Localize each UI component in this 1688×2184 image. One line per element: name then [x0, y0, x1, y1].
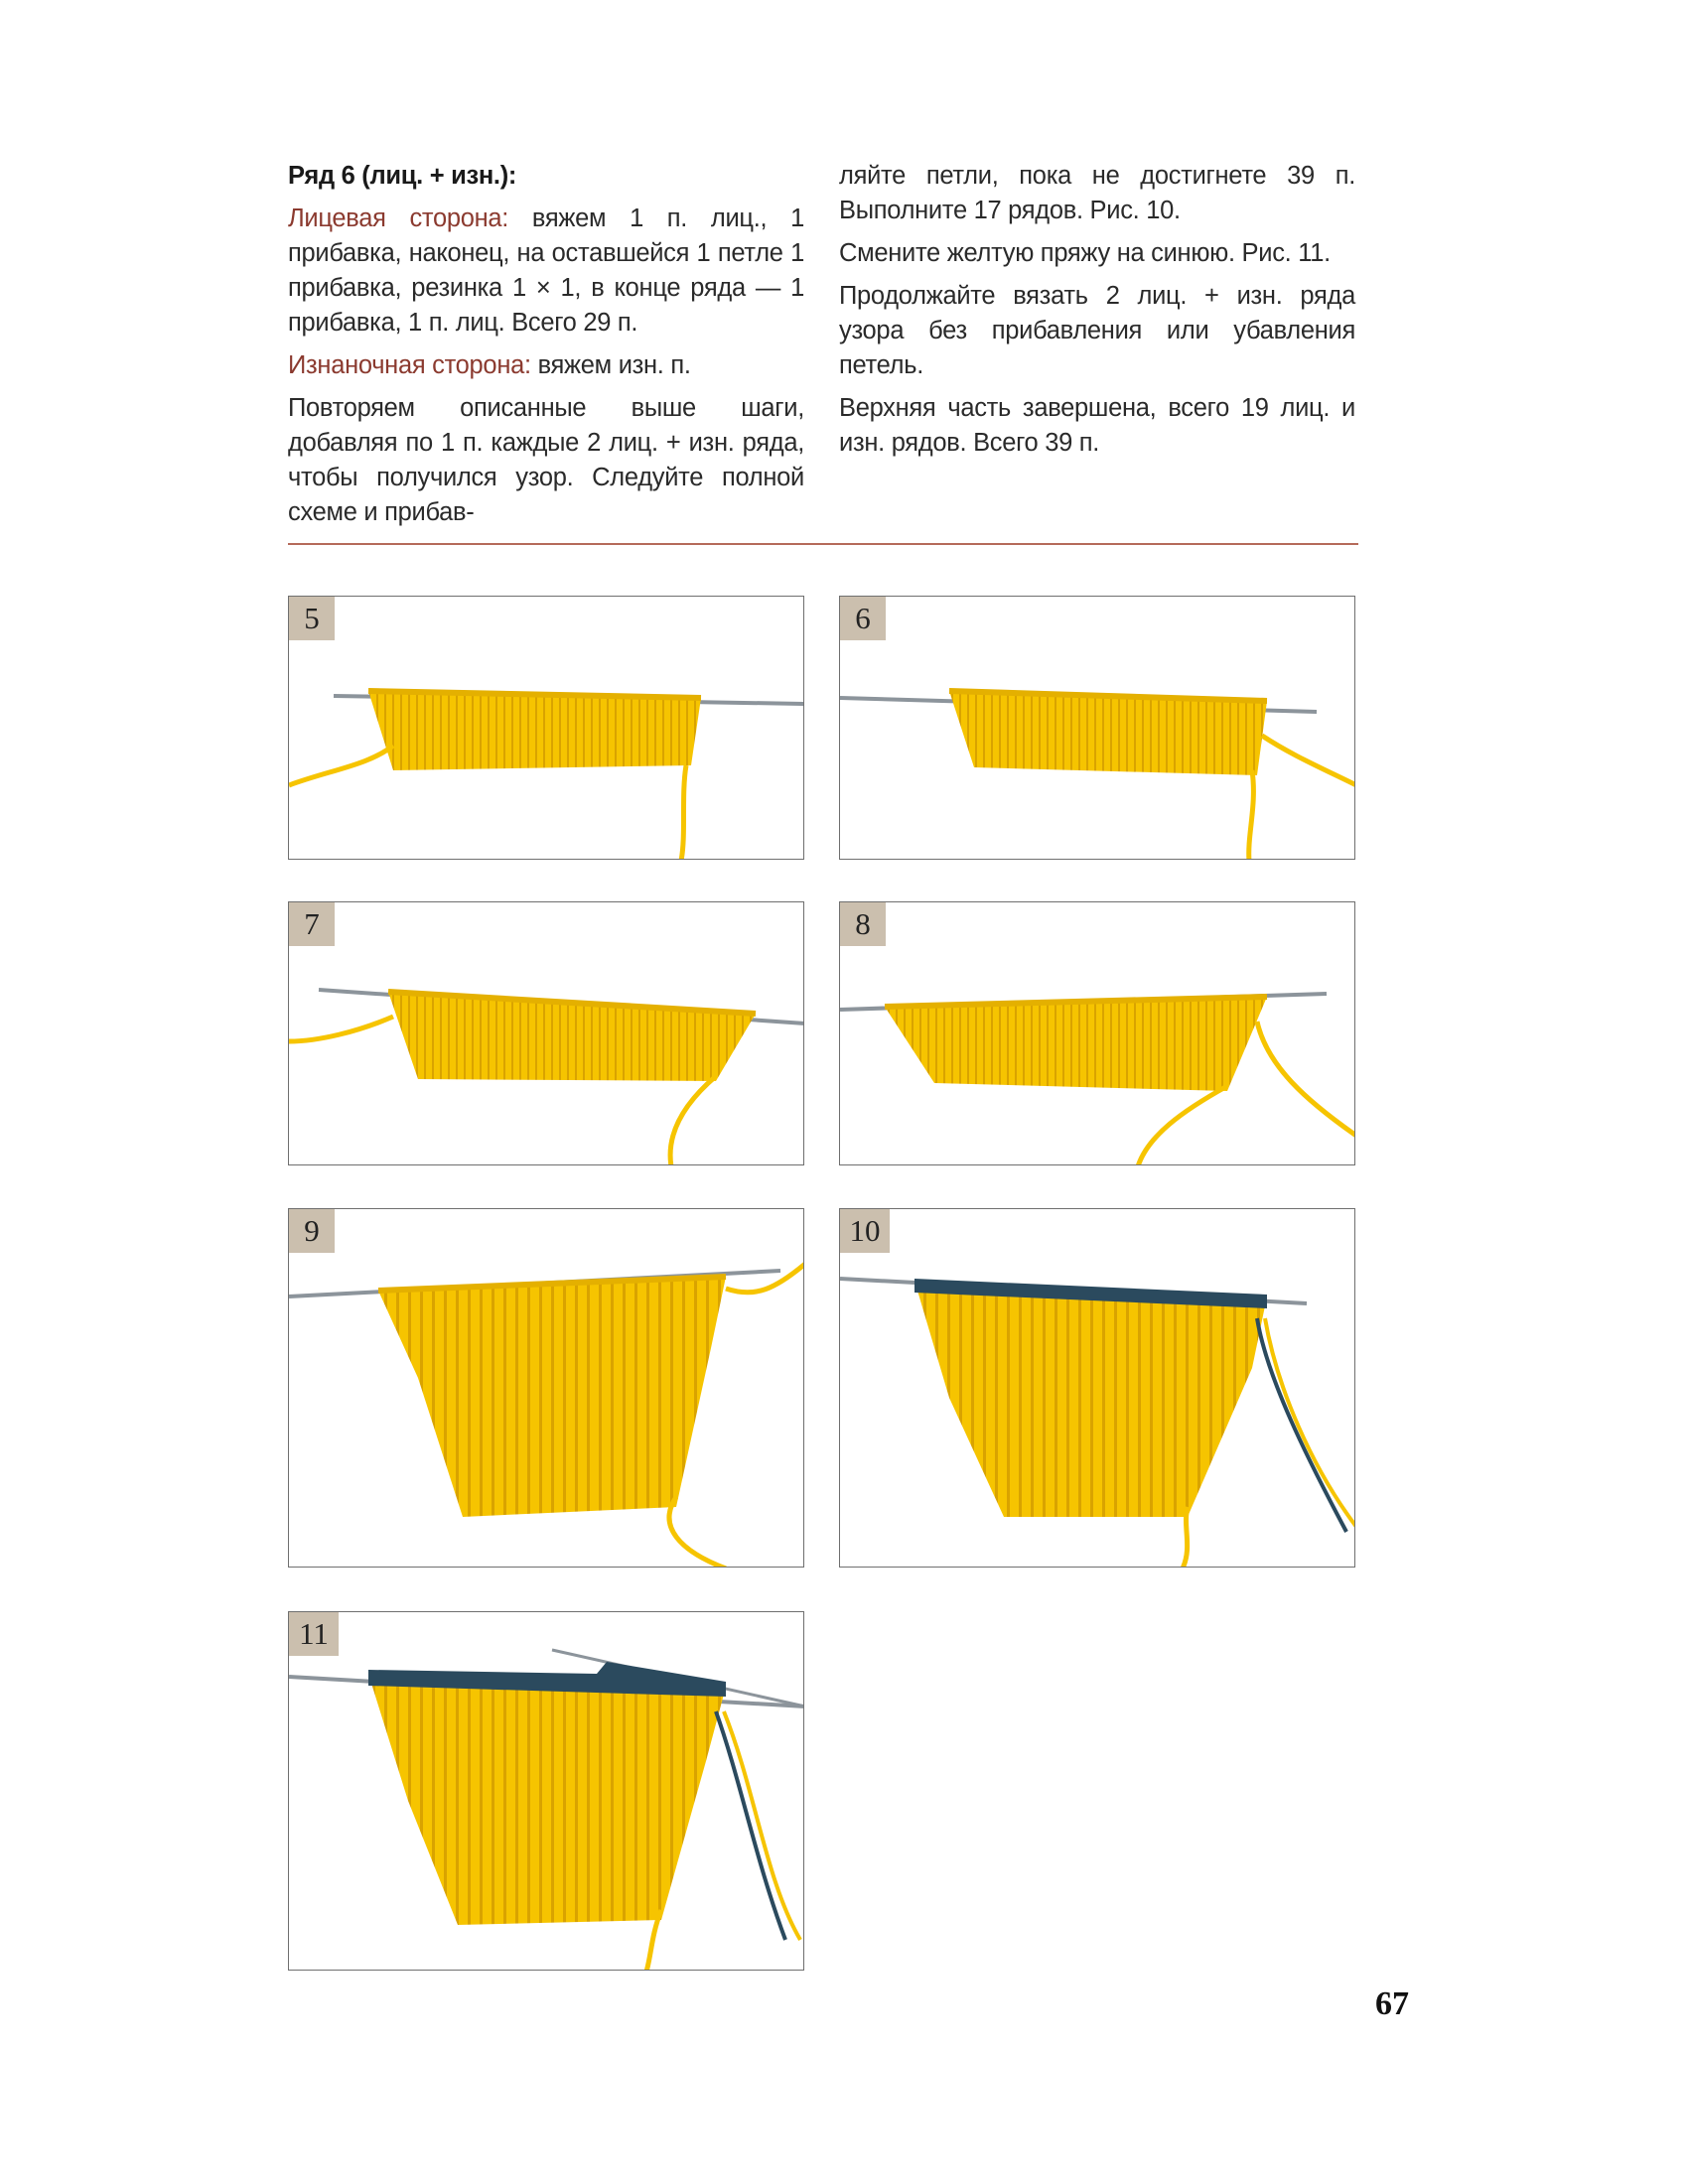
figure-7 — [288, 901, 804, 1165]
page-number: 67 — [1375, 1985, 1409, 2022]
figure-number: 5 — [289, 597, 335, 640]
knitting-photo — [289, 902, 804, 1165]
figure-number: 7 — [289, 902, 335, 946]
section-heading: Ряд 6 (лиц. + изн.): — [288, 162, 517, 190]
figure-number: 9 — [289, 1209, 335, 1253]
left-text-column — [288, 159, 804, 538]
paragraph-continue-increase: ляйте петли, пока не достигнете 39 п. Выполните 17 рядов. Рис. 10. — [839, 162, 1355, 224]
figure-number: 10 — [840, 1209, 890, 1253]
figure-8 — [839, 901, 1355, 1165]
figure-5 — [288, 596, 804, 860]
knitting-photo — [840, 902, 1355, 1165]
wrong-side-label: Изнаночная сторона: — [288, 351, 531, 379]
figure-number: 6 — [840, 597, 886, 640]
paragraph-change-yarn: Смените желтую пряжу на синюю. Рис. 11. — [839, 239, 1331, 267]
paragraph-repeat: Повторяем описанные выше шаги, добавляя по 1 п. каждые 2 лиц. + изн. ряда, чтобы получился узор. Следуйте полной схеме и прибав- — [288, 394, 804, 526]
paragraph-top-complete: Верхняя часть завершена, всего 19 лиц. и изн. рядов. Всего 39 п. — [839, 394, 1355, 457]
right-text-column — [839, 159, 1355, 469]
knitting-photo — [840, 1209, 1355, 1568]
knitting-photo — [289, 1209, 804, 1568]
figure-number: 11 — [289, 1612, 339, 1656]
section-divider — [288, 543, 1358, 545]
figure-10 — [839, 1208, 1355, 1568]
right-side-label: Лицевая сторона: — [288, 205, 509, 232]
figure-9 — [288, 1208, 804, 1568]
wrong-side-text: вяжем изн. п. — [530, 351, 691, 379]
figure-number: 8 — [840, 902, 886, 946]
knitting-photo — [840, 597, 1355, 860]
right-side-text: вяжем 1 п. лиц., 1 прибавка, наконец, на оставшейся 1 петле 1 прибавка, резинка 1 × 1, в конце ряда — 1 прибавка, 1 п. лиц. Всего 29 п. — [288, 205, 804, 337]
figure-11 — [288, 1611, 804, 1971]
paragraph-continue-knitting: Продолжайте вязать 2 лиц. + изн. ряда узора без прибавления или убавления петель. — [839, 282, 1355, 379]
paragraph-wrong-side — [288, 348, 804, 383]
paragraph-right-side — [288, 202, 804, 341]
knitting-photo — [289, 597, 804, 860]
figure-6 — [839, 596, 1355, 860]
knitting-photo — [289, 1612, 804, 1971]
